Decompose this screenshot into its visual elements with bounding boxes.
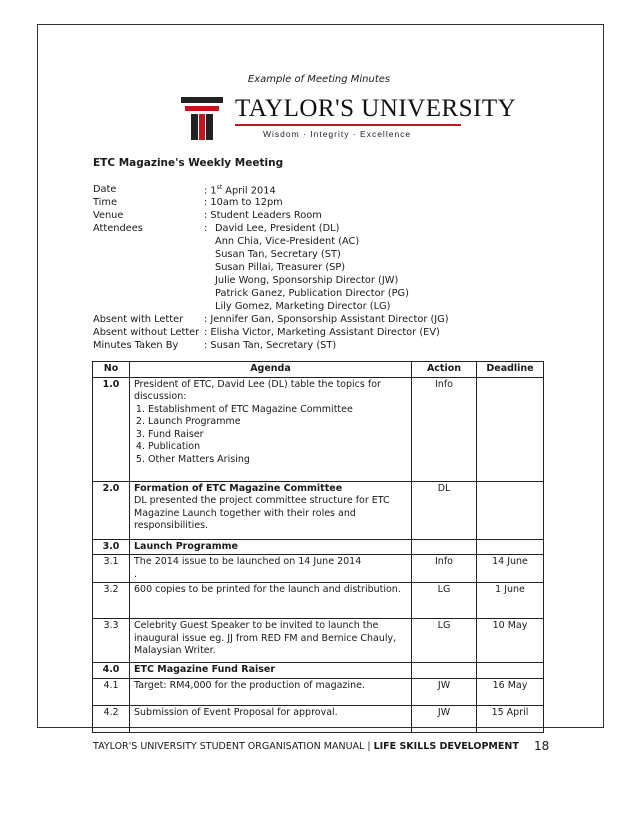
row-action: DL	[412, 481, 477, 539]
row-no: 3.3	[93, 619, 130, 663]
row-no: 4.0	[93, 663, 130, 679]
list-item: 1. Establishment of ETC Magazine Committee	[148, 404, 407, 417]
row-deadline	[477, 539, 544, 555]
list-item: 4. Publication	[148, 441, 407, 454]
absent-noletter-value: : Elisha Victor, Marketing Assistant Director (EV)	[204, 327, 440, 338]
minutes-value: : Susan Tan, Secretary (ST)	[204, 340, 337, 351]
minutes-label: Minutes Taken By	[93, 340, 179, 351]
row-no: 4.1	[93, 678, 130, 705]
row-deadline: 14 June	[477, 555, 544, 583]
agenda-dot: .	[134, 568, 138, 580]
document-subtitle: Example of Meeting Minutes	[247, 74, 391, 85]
topic-list	[134, 404, 407, 467]
row-no: 3.0	[93, 539, 130, 555]
agenda-text: DL presented the project committee structure for ETC Magazine Launch together with their roles and responsibilities.	[134, 495, 390, 531]
page-number: 18	[534, 739, 550, 753]
row-agenda: Submission of Event Proposal for approval.	[130, 705, 412, 732]
row-action: LG	[412, 619, 477, 663]
header-deadline: Deadline	[477, 362, 544, 378]
row-agenda: 600 copies to be printed for the launch and distribution.	[130, 583, 412, 619]
attendee: Patrick Ganez, Publication Director (PG)	[215, 288, 409, 299]
row-deadline: 15 April	[477, 705, 544, 732]
absent-noletter-label: Absent without Letter	[93, 327, 200, 338]
meeting-title: ETC Magazine's Weekly Meeting	[93, 157, 284, 169]
agenda-table	[92, 361, 544, 733]
table-row	[93, 555, 544, 583]
row-agenda	[130, 555, 412, 583]
table-row	[93, 663, 544, 679]
date-value: : 1st April 2014	[204, 184, 276, 197]
table-row	[93, 481, 544, 539]
row-agenda	[130, 377, 412, 481]
attendee: Ann Chia, Vice-President (AC)	[215, 236, 360, 247]
attendee: Julie Wong, Sponsorship Director (JW)	[215, 275, 399, 286]
time-value: : 10am to 12pm	[204, 197, 283, 208]
table-row	[93, 583, 544, 619]
row-agenda: Celebrity Guest Speaker to be invited to launch the inaugural issue eg. JJ from RED FM and Bernice Chauly, Malaysian Writer.	[130, 619, 412, 663]
attendee: David Lee, President (DL)	[215, 223, 340, 234]
row-no: 3.1	[93, 555, 130, 583]
attendees-label: Attendees	[93, 223, 143, 234]
row-action	[412, 539, 477, 555]
row-deadline: 16 May	[477, 678, 544, 705]
header-action: Action	[412, 362, 477, 378]
row-no: 4.2	[93, 705, 130, 732]
attendee: Susan Tan, Secretary (ST)	[215, 249, 341, 260]
row-action: Info	[412, 377, 477, 481]
list-item: 2. Launch Programme	[148, 416, 407, 429]
section-title: ETC Magazine Fund Raiser	[130, 663, 412, 679]
footer-section-title: LIFE SKILLS DEVELOPMENT	[373, 741, 519, 752]
header-agenda: Agenda	[130, 362, 412, 378]
row-action: JW	[412, 705, 477, 732]
attendee: Lily Gomez, Marketing Director (LG)	[215, 301, 391, 312]
agenda-text: The 2014 issue to be launched on 14 June 2014	[134, 556, 362, 567]
list-item: 3. Fund Raiser	[148, 429, 407, 442]
table-header-row	[93, 362, 544, 378]
venue-value: : Student Leaders Room	[204, 210, 322, 221]
table-row	[93, 678, 544, 705]
row-agenda	[130, 481, 412, 539]
row-action: Info	[412, 555, 477, 583]
logo-divider	[235, 124, 461, 126]
row-no: 2.0	[93, 481, 130, 539]
footer-manual-title: TAYLOR'S UNIVERSITY STUDENT ORGANISATION MANUAL |	[93, 741, 374, 752]
attendees-colon: :	[204, 223, 208, 234]
university-name: TAYLOR'S UNIVERSITY	[235, 95, 517, 122]
venue-label: Venue	[93, 210, 124, 221]
row-no: 1.0	[93, 377, 130, 481]
page-footer	[93, 741, 519, 752]
section-title: Launch Programme	[130, 539, 412, 555]
row-deadline: 1 June	[477, 583, 544, 619]
row-action: LG	[412, 583, 477, 619]
table-row	[93, 705, 544, 732]
row-agenda: Target: RM4,000 for the production of magazine.	[130, 678, 412, 705]
section-title: Formation of ETC Magazine Committee	[134, 482, 343, 494]
header-no: No	[93, 362, 130, 378]
row-action: JW	[412, 678, 477, 705]
table-row	[93, 377, 544, 481]
absent-letter-label: Absent with Letter	[93, 314, 184, 325]
row-deadline	[477, 663, 544, 679]
row-deadline	[477, 481, 544, 539]
date-label: Date	[93, 184, 117, 195]
attendee: Susan Pillai, Treasurer (SP)	[215, 262, 346, 273]
row-deadline: 10 May	[477, 619, 544, 663]
university-tagline: Wisdom · Integrity · Excellence	[263, 129, 412, 139]
university-crest-icon	[181, 97, 223, 142]
absent-letter-value: : Jennifer Gan, Sponsorship Assistant Director (JG)	[204, 314, 449, 325]
row-deadline	[477, 377, 544, 481]
time-label: Time	[93, 197, 117, 208]
university-logo	[181, 95, 517, 142]
table-row	[93, 539, 544, 555]
agenda-text: President of ETC, David Lee (DL) table the topics for discussion:	[134, 378, 381, 402]
row-action	[412, 663, 477, 679]
table-row	[93, 619, 544, 663]
row-no: 3.2	[93, 583, 130, 619]
list-item: 5. Other Matters Arising	[148, 454, 407, 467]
